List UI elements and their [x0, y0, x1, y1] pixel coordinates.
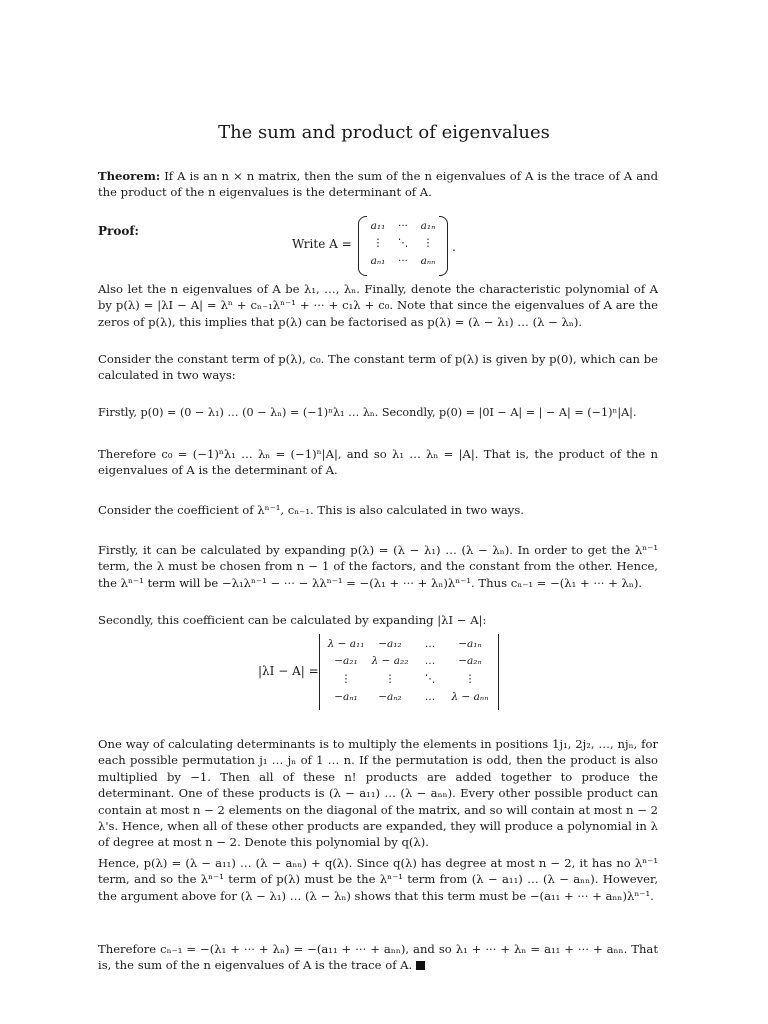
- matrix-cell: aₙₙ: [420, 255, 436, 267]
- proof-paragraph-8: One way of calculating determinants is to multiply the elements in positions 1j₁, 2j₂, …, njₙ, for each possible permutation j₁ … jₙ of 1 … n. If the permutation is odd, then the product is also multiplied by −1. Then all of these n! products are added together to produce the determinant. One of these products is (λ − a₁₁) … (λ − aₙₙ). Every other possible product can contain at most n − 2 elements on the diagonal of the matrix, and so will contain at most n − 2 λ's. Hence, when all of these other products are expanded, they will produce a polynomial in λ of degree at most n − 2. Denote this polynomial by q(λ).: [98, 737, 658, 850]
- determinant-cell: …: [424, 691, 436, 703]
- matrix-trailing-period: .: [452, 240, 456, 254]
- matrix-cell: a₁₁: [370, 220, 386, 232]
- proof-paragraph-2: Consider the constant term of p(λ), c₀. The constant term of p(λ) is given by p(0), which can be calculated in two ways:: [98, 352, 658, 383]
- matrix-cell: a₁ₙ: [420, 220, 436, 232]
- matrix-cell: ⋮: [372, 237, 384, 249]
- determinant-cell: −a₁ₙ: [458, 638, 482, 650]
- write-a-label: Write A =: [292, 237, 352, 251]
- proof-paragraph-10-text: Therefore cₙ₋₁ = −(λ₁ + ··· + λₙ) = −(a₁₁ + ··· + aₙₙ), and so λ₁ + ··· + λₙ = a₁₁ + ··· + aₙₙ. That is, the sum of the n eigenvalues of A is the trace of A.: [98, 942, 658, 973]
- proof-label: Proof:: [98, 224, 139, 238]
- determinant-cell: −a₁₂: [378, 638, 402, 650]
- proof-paragraph-1: Also let the n eigenvalues of A be λ₁, …, λₙ. Finally, denote the characteristic polynomial of A by p(λ) = |λI − A| = λⁿ + cₙ₋₁λⁿ⁻¹ + ··· + c₁λ + c₀. Note that since the eigenvalues of A are the zeros of p(λ), this implies that p(λ) can be factorised as p(λ) = (λ − λ₁) … (λ − λₙ).: [98, 282, 658, 329]
- determinant-cell: −aₙ₂: [378, 691, 402, 703]
- matrix-cell: aₙ₁: [370, 255, 386, 267]
- proof-paragraph-5: Consider the coefficient of λⁿ⁻¹, cₙ₋₁. This is also calculated in two ways.: [98, 503, 524, 517]
- theorem-paragraph: [98, 168, 658, 201]
- determinant-cell: ⋮: [384, 673, 396, 685]
- determinant-cell: ⋱: [424, 673, 436, 685]
- proof-paragraph-9: Hence, p(λ) = (λ − a₁₁) … (λ − aₙₙ) + q(λ). Since q(λ) has degree at most n − 2, it has no λⁿ⁻¹ term, and so the λⁿ⁻¹ term of p(λ) must be the λⁿ⁻¹ term from (λ − a₁₁) … (λ − aₙₙ). However, the argument above for (λ − λ₁) … (λ − λₙ) shows that this term must be −(a₁₁ + ··· + aₙₙ)λⁿ⁻¹.: [98, 856, 658, 903]
- matrix-cell: ···: [397, 255, 408, 267]
- proof-paragraph-3: Firstly, p(0) = (0 − λ₁) … (0 − λₙ) = (−1)ⁿλ₁ … λₙ. Secondly, p(0) = |0I − A| = | − A| = (−1)ⁿ|A|.: [98, 406, 637, 419]
- qed-square-icon: [416, 961, 425, 970]
- page-title: The sum and product of eigenvalues: [218, 122, 550, 143]
- determinant-cell: ⋮: [464, 673, 476, 685]
- theorem-label: Theorem:: [98, 169, 161, 183]
- determinant-cell: −a₂ₙ: [458, 655, 482, 667]
- determinant-cell: λ − a₁₁: [327, 638, 365, 650]
- determinant-cell: −a₂₁: [334, 655, 358, 667]
- proof-paragraph-4: Therefore c₀ = (−1)ⁿλ₁ … λₙ = (−1)ⁿ|A|, and so λ₁ … λₙ = |A|. That is, the product of the n eigenvalues of A is the determinant of A.: [98, 447, 658, 478]
- proof-paragraph-6: Firstly, it can be calculated by expanding p(λ) = (λ − λ₁) … (λ − λₙ). In order to get the λⁿ⁻¹ term, the λ must be chosen from n − 1 of the factors, and the constant from the other. Hence, the λⁿ⁻¹ term will be −λ₁λⁿ⁻¹ − ··· − λλⁿ⁻¹ = −(λ₁ + ··· + λₙ)λⁿ⁻¹. Thus cₙ₋₁ = −(λ₁ + ··· + λₙ).: [98, 543, 658, 590]
- determinant-cell: λ − aₙₙ: [451, 691, 489, 703]
- matrix-cell: ⋱: [397, 237, 409, 249]
- proof-paragraph-10: [98, 941, 658, 974]
- determinant-cell: −aₙ₁: [334, 691, 358, 703]
- determinant-label: |λI − A| =: [258, 664, 319, 678]
- matrix-cell: ⋮: [422, 237, 434, 249]
- determinant-cell: …: [424, 638, 436, 650]
- matrix-cell: ···: [397, 220, 408, 232]
- determinant-cell: …: [424, 655, 436, 667]
- matrix-right-paren: [439, 216, 448, 276]
- determinant-matrix: [319, 634, 499, 710]
- determinant-cell: λ − a₂₂: [371, 655, 409, 667]
- proof-paragraph-7: Secondly, this coefficient can be calculated by expanding |λI − A|:: [98, 613, 487, 627]
- theorem-text: If A is an n × n matrix, then the sum of the n eigenvalues of A is the trace of A and the product of the n eigenvalues is the determinant of A.: [98, 169, 658, 200]
- matrix-a: [358, 216, 448, 274]
- determinant-cell: ⋮: [340, 673, 352, 685]
